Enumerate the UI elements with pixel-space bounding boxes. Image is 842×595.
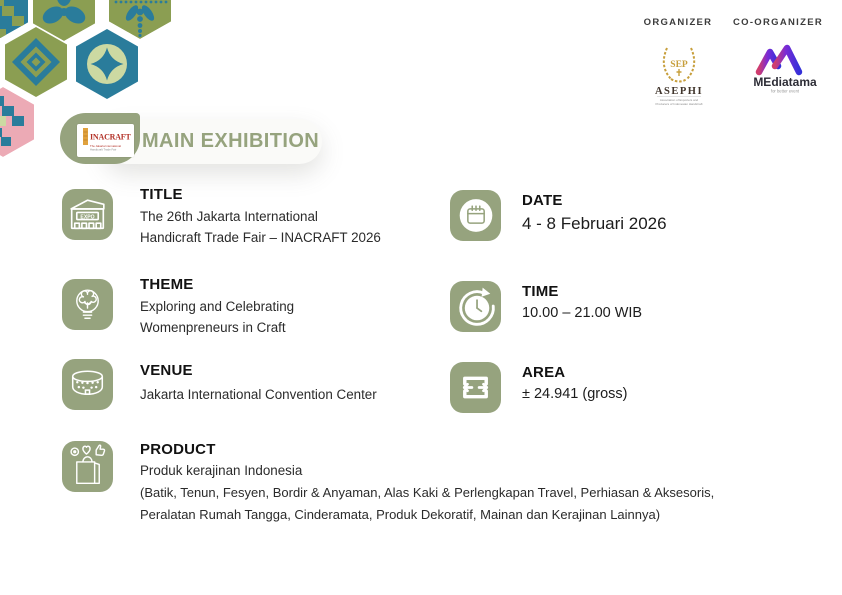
idea-bulb-icon — [62, 279, 113, 330]
inacraft-logo-caption-1: The Jakarta International — [90, 144, 121, 148]
theme-line-2: Womenpreneurs in Craft — [140, 320, 286, 335]
inacraft-logo-caption-2: Handicraft Trade Fair — [90, 147, 117, 152]
page-title: MAIN EXHIBITION — [142, 130, 320, 152]
area-value: ± 24.941 (gross) — [522, 386, 628, 402]
calendar-icon — [450, 190, 501, 241]
title-label: TITLE — [140, 186, 183, 203]
organizer-label: ORGANIZER — [643, 17, 713, 28]
expo-banner-text: EXPO — [80, 214, 95, 221]
time-value: 10.00 – 21.00 WIB — [522, 305, 643, 321]
clock-history-icon — [450, 281, 501, 332]
asephi-caption-2: Producers of Indonesian Handicraft — [655, 102, 703, 106]
asephi-emblem-text: SEP — [670, 60, 688, 70]
date-value: 4 - 8 Februari 2026 — [522, 214, 667, 233]
mediatama-name: MEdiatama — [753, 75, 817, 89]
asephi-logo — [647, 36, 711, 110]
theme-label: THEME — [140, 276, 194, 293]
mediatama-tagline: for better event — [770, 88, 800, 94]
title-line-1: The 26th Jakarta International — [140, 209, 318, 224]
stadium-icon — [62, 359, 113, 410]
inacraft-logo — [77, 124, 134, 157]
product-line-1: Produk kerajinan Indonesia — [140, 463, 303, 478]
product-line-3: Peralatan Rumah Tangga, Cinderamata, Produk Dekoratif, Mainan dan Kerajinan Lainnya) — [140, 507, 661, 522]
product-label: PRODUCT — [140, 441, 216, 458]
title-line-2: Handicraft Trade Fair – INACRAFT 2026 — [140, 230, 381, 245]
area-label: AREA — [522, 364, 566, 381]
venue-line-1: Jakarta International Convention Center — [140, 387, 377, 402]
product-line-2: (Batik, Tenun, Fesyen, Bordir & Anyaman, Alas Kaki & Perlengkapan Travel, Perhiasan & Aksesoris, — [140, 485, 715, 500]
expo-building-icon — [62, 189, 113, 240]
inacraft-logo-text: INACRAFT — [90, 132, 131, 142]
time-label: TIME — [522, 283, 559, 300]
asephi-name: ASEPHI — [654, 86, 704, 97]
width-arrows-icon — [450, 362, 501, 413]
venue-label: VENUE — [140, 362, 193, 379]
shopping-bag-icon — [62, 441, 113, 492]
asephi-caption-1: Association of Exporters and — [659, 98, 699, 102]
theme-line-1: Exploring and Celebrating — [140, 299, 295, 314]
mediatama-logo — [745, 40, 825, 96]
date-label: DATE — [522, 192, 563, 209]
co-organizer-label: CO-ORGANIZER — [732, 17, 823, 28]
